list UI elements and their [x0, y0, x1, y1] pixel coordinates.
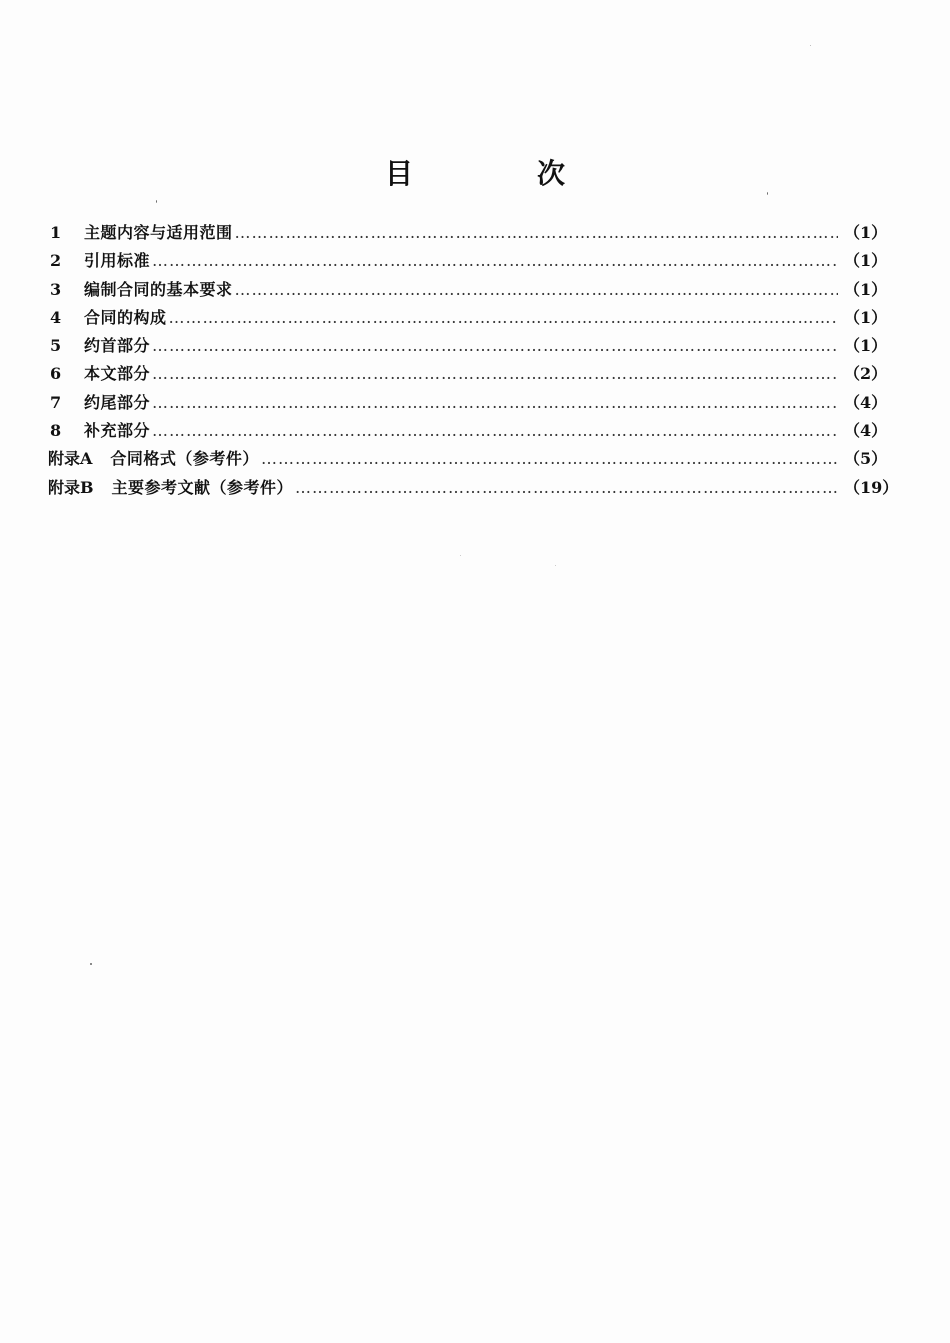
toc-entry-page: （4）	[844, 421, 888, 441]
toc-entry-page: （1）	[844, 251, 888, 271]
toc-leader-dots	[152, 336, 838, 355]
page-title: 目 次	[384, 157, 613, 190]
toc-entry	[48, 277, 886, 305]
toc-entry-number: 3	[50, 279, 62, 299]
toc-entry	[48, 418, 886, 446]
toc-entry-number: 1	[50, 223, 62, 242]
toc-leader-dots	[235, 223, 838, 242]
toc-entry-title: 引用标准	[84, 251, 151, 271]
toc-entry-page: （1）	[844, 223, 888, 242]
toc-entry-number: 附录B	[48, 477, 94, 497]
scan-speck	[767, 192, 768, 195]
toc-entry-title: 编制合同的基本要求	[84, 279, 233, 299]
toc-leader-dots	[295, 478, 838, 497]
toc-entry-number: 2	[50, 251, 62, 271]
toc-leader-dots	[152, 393, 838, 412]
toc-entry	[48, 248, 886, 276]
toc-entry	[48, 305, 886, 333]
toc-entry-title: 主要参考文献（参考件）	[111, 477, 294, 497]
toc-leader-dots	[235, 280, 838, 299]
toc-entry	[48, 361, 886, 389]
toc-leader-dots	[152, 364, 838, 383]
toc-entry	[48, 220, 886, 248]
toc-leader-dots	[261, 449, 838, 468]
toc-leader-dots	[152, 251, 838, 270]
toc-entry-number: 8	[50, 421, 62, 441]
toc-entry-title: 本文部分	[84, 364, 151, 384]
toc-leader-dots	[152, 421, 838, 440]
toc-entry-page: （1）	[844, 279, 888, 299]
toc-entry-page: （1）	[844, 307, 888, 327]
toc-entry-title: 约尾部分	[84, 392, 151, 412]
toc-entry-number: 7	[50, 392, 62, 412]
toc-entry-title: 补充部分	[84, 421, 151, 441]
toc-entry-page: （5）	[844, 449, 888, 469]
scan-speck	[460, 555, 461, 556]
scan-speck	[810, 45, 811, 46]
toc-entry-page: （1）	[844, 336, 888, 356]
toc-entry-appendix	[48, 446, 886, 474]
toc-entry	[48, 390, 886, 418]
toc-entry-appendix	[48, 475, 899, 503]
toc-entry-title: 约首部分	[84, 336, 151, 356]
toc-entry-number: 附录A	[48, 449, 93, 469]
toc-entry-number: 6	[50, 364, 62, 384]
table-of-contents	[48, 220, 899, 503]
toc-entry-number: 4	[50, 307, 62, 327]
toc-entry-page: （2）	[844, 364, 888, 384]
scan-speck	[156, 200, 157, 203]
toc-entry-title: 合同的构成	[84, 307, 167, 327]
toc-entry-page: （4）	[844, 392, 888, 412]
toc-entry	[48, 333, 886, 361]
toc-entry-page: （19）	[844, 477, 899, 497]
scan-speck	[90, 963, 92, 965]
toc-entry-number: 5	[50, 336, 62, 356]
toc-leader-dots	[169, 308, 838, 327]
scan-speck	[555, 565, 556, 566]
toc-entry-title: 合同格式（参考件）	[110, 449, 259, 469]
toc-entry-title: 主题内容与适用范围	[84, 223, 233, 242]
